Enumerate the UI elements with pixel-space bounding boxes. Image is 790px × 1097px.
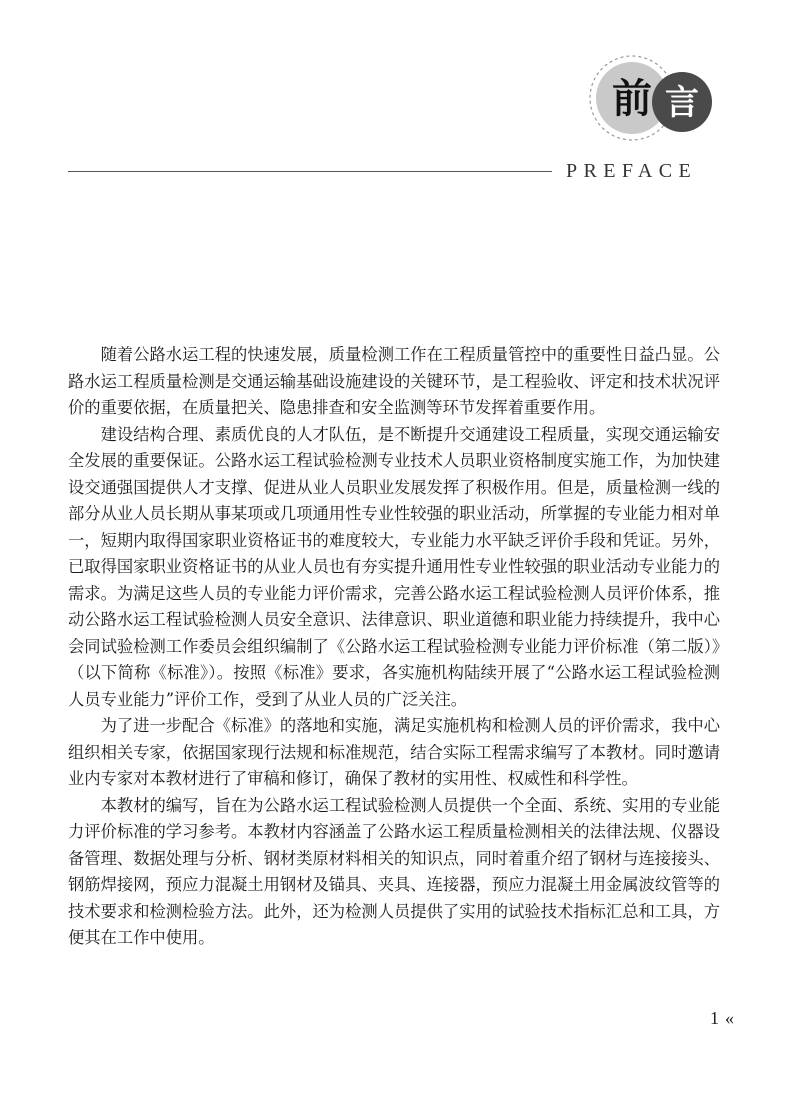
chevron-left-icon: « [725,1008,734,1028]
preface-label: PREFACE [566,160,698,182]
paragraph: 建设结构合理、素质优良的人才队伍，是不断提升交通建设工程质量，实现交通运输安全发展的重要保证。公路水运工程试验检测专业技术人员职业资格制度实施工作，为加快建设交通强国提供人才支撑、促进从业人员职业发展发挥了积极作用。但是，质量检测一线的部分从业人员长期从事某项或几项通用性专业性较强的职业活动，所掌握的专业能力相对单一，短期内取得国家职业资格证书的难度较大，专业能力水平缺乏评价手段和凭证。另外，已取得国家职业资格证书的从业人员也有夯实提升通用性专业性较强的职业活动专业能力的需求。为满足这些人员的专业能力评价需求，完善公路水运工程试验检测人员评价体系，推动公路水运工程试验检测人员安全意识、法律意识、职业道德和职业能力持续提升，我中心会同试验检测工作委员会组织编制了《公路水运工程试验检测专业能力评价标准（第二版）》（以下简称《标准》）。按照《标准》要求，各实施机构陆续开展了“公路水运工程试验检测人员专业能力”评价工作，受到了从业人员的广泛关注。 [68,424,720,709]
header-rule [68,171,552,172]
page-footer [710,1008,734,1029]
page-number: 1 [710,1008,719,1028]
preface-emblem [588,52,726,142]
paragraph: 随着公路水运工程的快速发展，质量检测工作在工程质量管控中的重要性日益凸显。公路水运工程质量检测是交通运输基础设施建设的关键环节，是工程验收、评定和技术状况评价的重要依据，在质量把关、隐患排查和安全监测等环节发挥着重要作用。 [68,345,720,417]
title-char-1: 前 [612,76,652,122]
title-char-2: 言 [665,83,699,123]
paragraph: 本教材的编写，旨在为公路水运工程试验检测人员提供一个全面、系统、实用的专业能力评价标准的学习参考。本教材内容涵盖了公路水运工程质量检测相关的法律法规、仪器设备管理、数据处理与分析、钢材类原材料相关的知识点，同时着重介绍了钢材与连接接头、钢筋焊接网，预应力混凝土用钢材及锚具、夹具、连接器，预应力混凝土用金属波纹管等的技术要求和检测检验方法。此外，还为检测人员提供了实用的试验技术指标汇总和工具，方便其在工作中使用。 [68,795,720,947]
preface-emblem-graphic [588,52,726,142]
body-text [68,342,720,952]
paragraph: 为了进一步配合《标准》的落地和实施，满足实施机构和检测人员的评价需求，我中心组织相关专家，依据国家现行法规和标准规范，结合实际工程需求编写了本教材。同时邀请业内专家对本教材进行了审稿和修订，确保了教材的实用性、权威性和科学性。 [68,716,720,788]
